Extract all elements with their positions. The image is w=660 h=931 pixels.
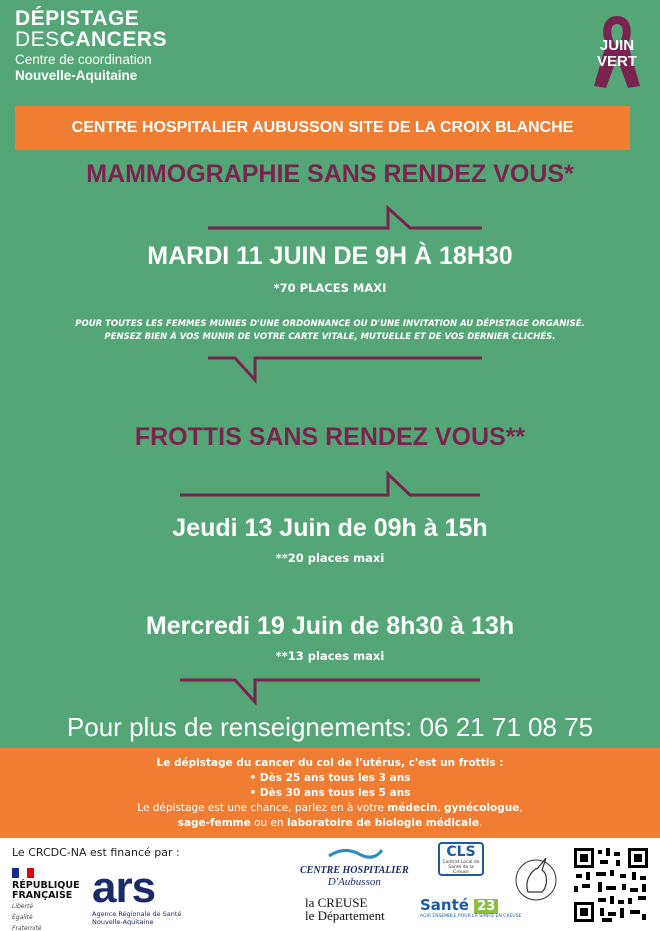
- unicorn-emblem-icon: [514, 852, 558, 908]
- rf-line-2: FRANÇAISE: [12, 890, 73, 901]
- sante-word: Santé: [420, 896, 469, 914]
- rf-liberte: Liberté: [12, 903, 34, 910]
- sante-sub: AGIR ENSEMBLE POUR LA SANTÉ EN CREUSE: [420, 914, 522, 919]
- frottis-places-2: **13 places maxi: [275, 649, 385, 663]
- rf-fraternite: Fraternité: [12, 925, 42, 931]
- bracket-bottom-1: [208, 358, 482, 380]
- sante-number: 23: [474, 899, 498, 914]
- location-banner: CENTRE HOSPITALIER AUBUSSON SITE DE LA CROIX BLANCHE: [15, 106, 630, 150]
- ch-line-1: CENTRE HOSPITALIER: [300, 865, 409, 876]
- logo-line-3: Centre de coordination: [15, 52, 152, 67]
- sponsor-footer: [0, 838, 660, 931]
- frottis-date-2: Mercredi 19 Juin de 8h30 à 13h: [145, 612, 515, 640]
- mammo-date: MARDI 11 JUIN DE 9H À 18H30: [147, 242, 513, 270]
- logo-cancers: CANCERS: [59, 28, 168, 51]
- contact-phone: Pour plus de renseignements: 06 21 71 08 75: [66, 712, 594, 742]
- info-bullet-2-text: • Dès 30 ans tous les 5 ans: [249, 787, 411, 799]
- cls-sub: Contrat Local de Santé de la Creuse: [442, 860, 480, 875]
- french-flag-icon: [12, 868, 34, 878]
- info-gynecologue: gynécologue: [444, 802, 520, 814]
- info-line-1-text: Le dépistage du cancer du col de l'utérus, c'est un frottis :: [156, 757, 504, 769]
- info-laboratoire: laboratoire de biologie médicale: [286, 817, 479, 829]
- info-line-5-b: ou en: [250, 817, 287, 829]
- logo-line-1: DÉPISTAGE: [15, 7, 140, 30]
- info-bullet-2: [0, 786, 660, 801]
- qr-code-icon: [572, 846, 650, 924]
- info-line-4-c: ,: [437, 802, 445, 814]
- logo-des: DES: [15, 28, 60, 51]
- info-line-4: [0, 801, 660, 816]
- ch-line-2: D'Aubusson: [327, 876, 381, 888]
- mammo-note-2: PENSEZ BIEN À VOS MUNIR DE VOTRE CARTE VITALE, MUTUELLE ET DE VOS DERNIER CLICHÉS.: [104, 332, 556, 342]
- creuse-line-1: la CREUSE: [305, 895, 368, 910]
- mammo-title: MAMMOGRAPHIE SANS RENDEZ VOUS*: [86, 160, 574, 188]
- wave-icon: [324, 846, 384, 860]
- info-line-1: [0, 748, 660, 771]
- mammo-note-1: POUR TOUTES LES FEMMES MUNIES D'UNE ORDONNANCE OU D'UNE INVITATION AU DÉPISTAGE ORGANISÉ.: [75, 319, 585, 329]
- centre-hospitalier-logo: [300, 846, 409, 888]
- republique-francaise-logo: [12, 868, 80, 931]
- info-line-5-d: .: [478, 817, 483, 829]
- mammo-places: *70 PLACES MAXI: [273, 281, 387, 295]
- rf-egalite: Égalité: [12, 914, 33, 921]
- cls-logo: [438, 842, 484, 876]
- bracket-top-1: [208, 208, 482, 228]
- info-sage-femme: sage-femme: [177, 817, 251, 829]
- cls-text: CLS: [446, 844, 476, 860]
- frottis-title: FROTTIS SANS RENDEZ VOUS**: [134, 423, 526, 451]
- ribbon-line-2: VERT: [596, 53, 638, 70]
- info-line-5: [0, 816, 660, 831]
- info-bullet-1-text: • Dès 25 ans tous les 3 ans: [249, 772, 411, 784]
- ars-text: [92, 863, 181, 912]
- info-line-4-e: ,: [519, 802, 523, 814]
- bracket-top-2: [180, 474, 480, 495]
- logo-line-4: Nouvelle-Aquitaine: [15, 68, 138, 83]
- info-bullet-1: [0, 771, 660, 786]
- creuse-departement-logo: [305, 896, 385, 922]
- sante-23-logo: [420, 896, 521, 919]
- frottis-places-1: **20 places maxi: [275, 551, 385, 565]
- creuse-line-2: le Département: [305, 908, 385, 923]
- rf-line-1: RÉPUBLIQUE: [12, 880, 80, 891]
- bracket-bottom-2: [180, 680, 480, 702]
- info-line-4-a: Le dépistage est une chance, parlez en à votre: [137, 802, 388, 814]
- info-medecin: médecin: [387, 802, 438, 814]
- info-band: [0, 748, 660, 838]
- ars-sub-2: Nouvelle-Aquitaine: [92, 918, 154, 926]
- frottis-date-1: Jeudi 13 Juin de 09h à 15h: [172, 514, 488, 542]
- ars-sub-1: Agence Régionale de Santé: [92, 910, 182, 918]
- ribbon-line-1: JUIN: [599, 37, 635, 54]
- ars-word: ars: [92, 863, 156, 912]
- financed-by-label: Le CRCDC-NA est financé par :: [12, 846, 180, 859]
- ars-logo: [92, 863, 182, 926]
